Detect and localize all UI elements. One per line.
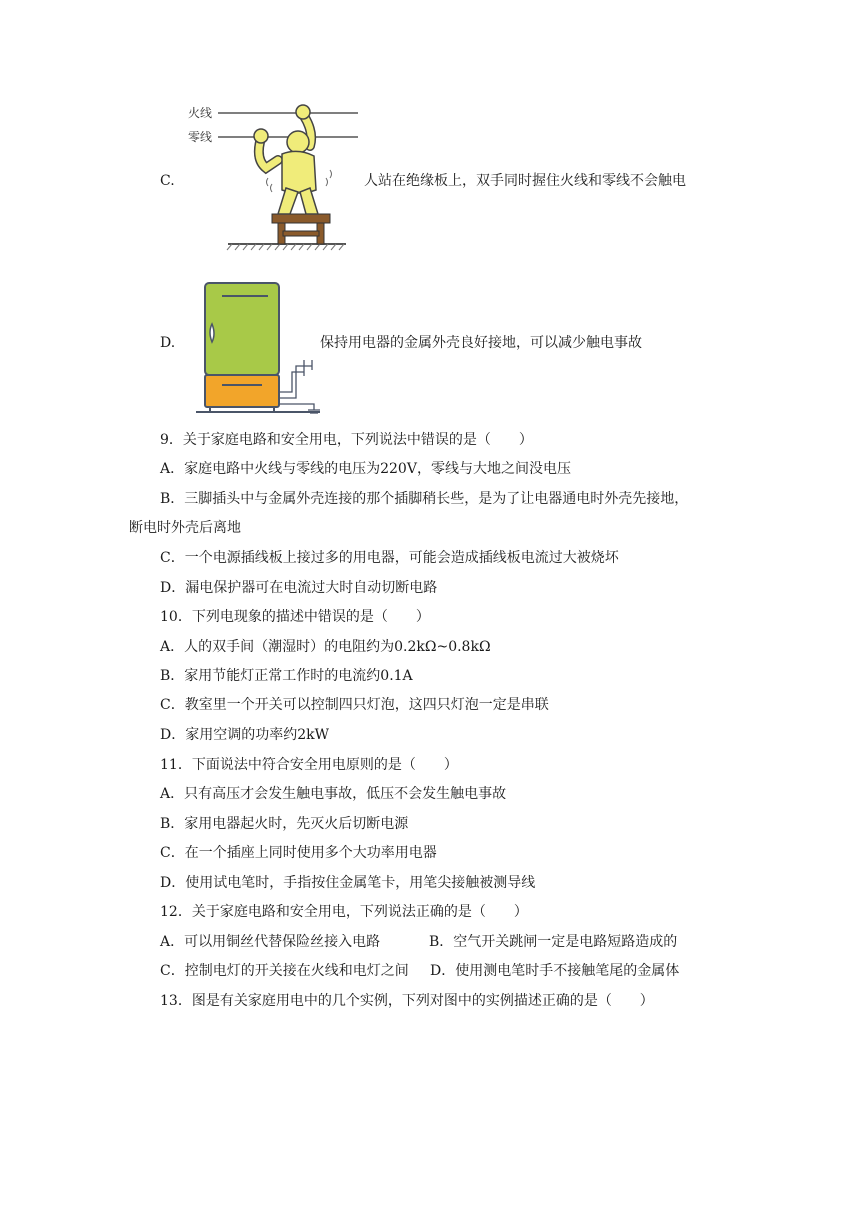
question-13-stem: 13．图是有关家庭用电中的几个实例，下列对图中的实例描述正确的是（ ） [160,993,654,1009]
option-d-label: D. [160,335,176,351]
question-10-option-b: B．家用节能灯正常工作时的电流约0.1A [160,668,413,684]
question-11-stem: 11．下面说法中符合安全用电原则的是（ ） [160,757,458,773]
question-9-stem: 9．关于家庭电路和安全用电，下列说法中错误的是（ ） [160,432,533,448]
question-9-option-c: C．一个电源插线板上接过多的用电器，可能会造成插线板电流过大被烧坏 [160,550,619,566]
question-10-option-a: A．人的双手间（潮湿时）的电阻约为0.2kΩ~0.8kΩ [160,639,491,655]
question-9-option-d: D．漏电保护器可在电流过大时自动切断电路 [160,580,438,596]
grounded-refrigerator-icon [196,280,320,416]
question-12-option-b: B．空气开关跳闸一定是电路短路造成的 [429,934,678,950]
question-10-option-d: D．家用空调的功率约2kW [160,727,330,743]
option-d-text: 保持用电器的金属外壳良好接地，可以减少触电事故 [320,335,642,351]
option-c-text: 人站在绝缘板上，双手同时握住火线和零线不会触电 [364,173,686,189]
question-11-option-d: D．使用试电笔时，手指按住金属笔卡，用笔尖接触被测导线 [160,875,536,891]
question-12-stem: 12．关于家庭电路和安全用电，下列说法正确的是（ ） [160,904,528,920]
question-11-option-a: A．只有高压才会发生触电事故，低压不会发生触电事故 [160,786,507,802]
question-12-option-d: D．使用测电笔时手不接触笔尾的金属体 [430,963,680,979]
person-on-insulating-stool-icon [186,98,362,254]
question-12-option-a: A．可以用铜丝代替保险丝接入电路 [160,934,381,950]
neutral-wire-label: 零线 [188,130,213,144]
live-wire-label: 火线 [188,106,213,120]
question-11-option-b: B．家用电器起火时，先灭火后切断电源 [160,816,409,832]
option-c-label: C. [160,173,175,189]
question-10-stem: 10．下列电现象的描述中错误的是（ ） [160,609,430,625]
question-9-option-b-continued: 断电时外壳后离地 [129,520,241,536]
question-9-option-a: A．家庭电路中火线与零线的电压为220V，零线与大地之间没电压 [160,461,571,477]
question-11-option-c: C．在一个插座上同时使用多个大功率用电器 [160,845,437,861]
question-10-option-c: C．教室里一个开关可以控制四只灯泡，这四只灯泡一定是串联 [160,697,549,713]
question-9-option-b: B．三脚插头中与金属外壳连接的那个插脚稍长些，是为了让电器通电时外壳先接地， [160,491,689,507]
question-12-option-c: C．控制电灯的开关接在火线和电灯之间 [160,963,409,979]
